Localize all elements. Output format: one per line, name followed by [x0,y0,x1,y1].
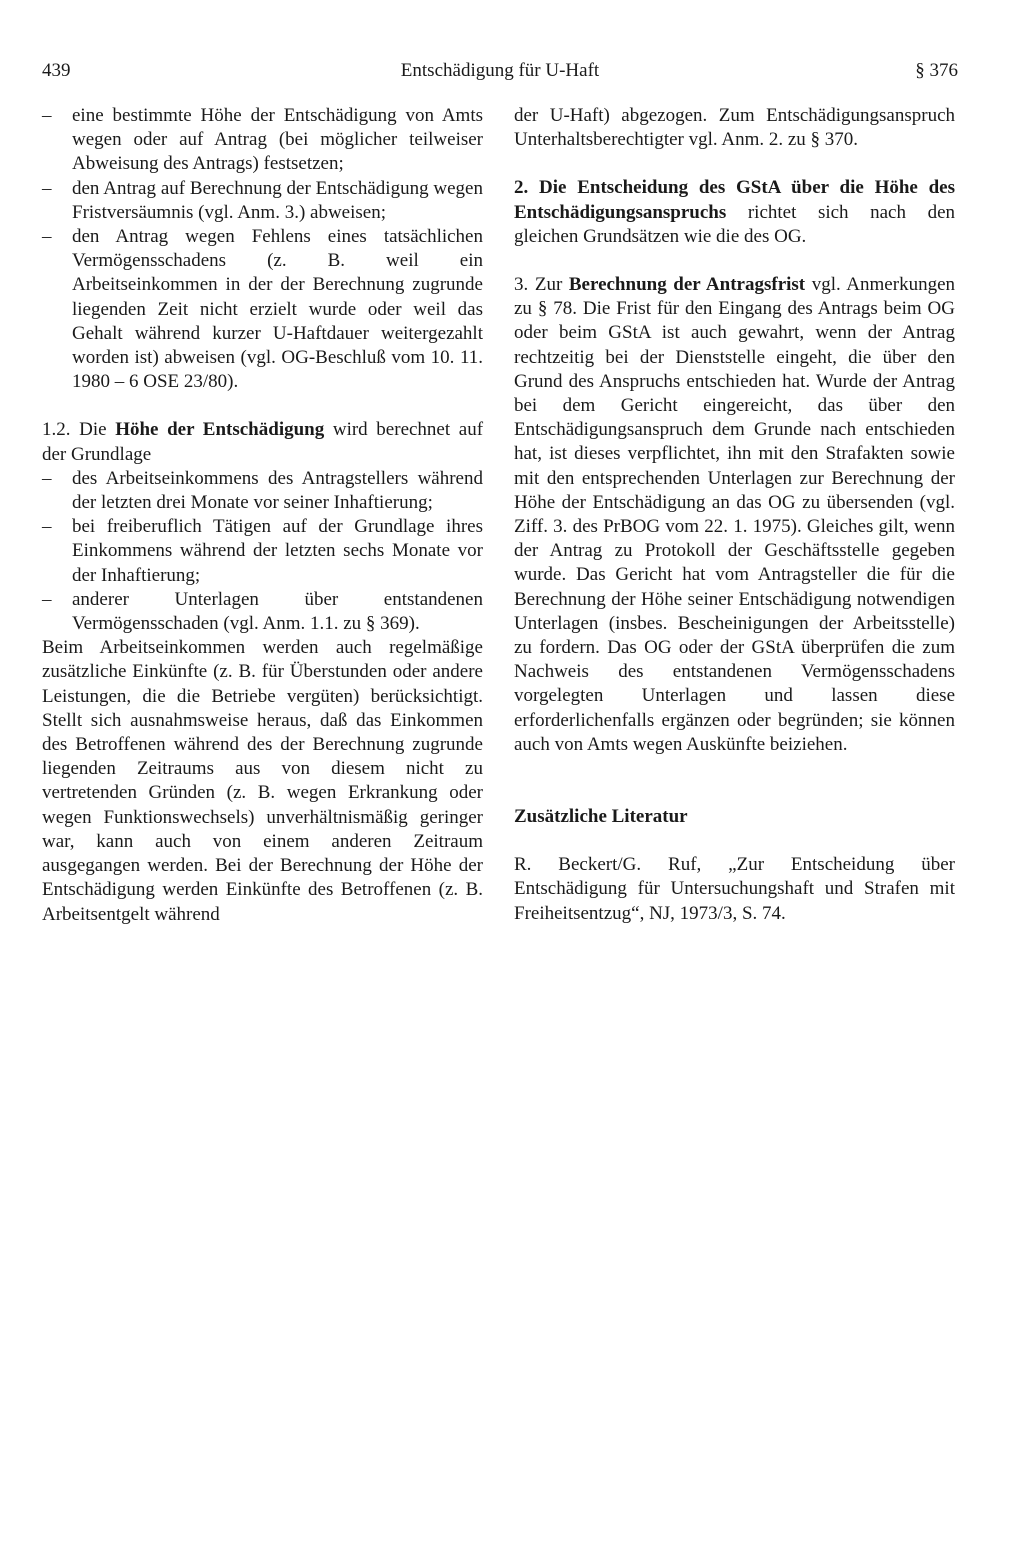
running-header [42,58,958,84]
dash-bullet: – [42,467,52,489]
list-item-text: den Antrag auf Berechnung der Entschädigung wegen Fristversäumnis (vgl. Anm. 3.) abweisen; [72,177,483,223]
list-item [42,225,483,394]
dash-bullet: – [42,105,52,126]
paragraph-number: 3. [514,274,529,296]
list-item-text: des Arbeitseinkommens des Antragstellers während der letzten drei Monate vor seiner Inhaftierung; [72,467,483,514]
list-item [42,588,483,636]
section-number: § 376 [915,60,958,81]
paragraph-1-2 [42,418,483,466]
dash-bullet: – [42,516,52,538]
list-item-text: den Antrag wegen Fehlens eines tatsächlichen Vermögensschadens (z. B. weil ein Arbeitseinkommen in der der Berechnung zugrunde liegenden Zeit nicht erzielt wurde oder weil das Gehalt während kurzer U-Haftdauer weitergezahlt worden ist) abweisen (vgl. OG-Beschluß vom 10. 11. 1980 – 6 OSE 23/80). [72,226,483,393]
bold-term: Berechnung der Antragsfrist [568,274,806,296]
dash-bullet: – [42,177,52,199]
list-item-text: bei freiberuflich Tätigen auf der Grundlage ihres Einkommens während der letzten sechs Monate vor der Inhaftierung; [72,516,483,586]
list-item [42,467,483,515]
paragraph-text: wird berechnet auf der Grundlage [42,419,484,465]
list-item [42,515,483,588]
literature-heading: Zusätzliche Literatur [514,806,688,828]
paragraph-text: Zur [534,274,563,296]
list-item [42,104,483,177]
literature-entry: R. Beckert/G. Ruf, „Zur Entscheidung über Entschädigung für Untersuchungshaft und Strafen mit Freiheitsentzug“, NJ, 1973/3, S. 74. [514,854,955,924]
decision-options-list [42,104,483,394]
paragraph-text: richtet sich nach den gleichen Grundsätzen wie die des OG. [514,201,956,247]
left-column [42,104,483,927]
income-paragraph: Beim Arbeitseinkommen werden auch regelmäßige zusätzliche Einkünfte (z. B. für Überstunden oder andere Leistungen, die die Betriebe vergüten) berücksichtigt. Stellt sich ausnahmsweise heraus, daß das Einkommen des Betroffenen während des der Berechnung zugrunde liegenden Zeitraums aus von diesem nicht zu vertretenden Gründen (z. B. wegen Erkrankung oder wegen Funktionswechsels) unverhältnismäßig geringer war, kann auch von einem anderen Zeitraum ausgegangen werden. Bei der Berechnung der Höhe der Entschädigung werden Einkünfte des Betroffenen (z. B. Arbeitsentgelt während [42,637,483,925]
paragraph-number: 2. [514,177,529,199]
bold-term: Höhe der Entschädigung [115,419,325,441]
paragraph-3 [514,273,955,757]
list-item [42,177,483,225]
paragraph-text: Die [79,419,107,441]
dash-bullet: – [42,226,52,248]
page-number: 439 [42,60,71,81]
running-title: Entschädigung für U-Haft [400,60,600,81]
calculation-basis-list [42,467,483,636]
list-item-text: anderer Unterlagen über entstandenen Vermögensschaden (vgl. Anm. 1.1. zu § 369). [72,588,483,635]
list-item-text: eine bestimmte Höhe der Entschädigung von Amts wegen oder auf Antrag (bei möglicher teilweiser Abweisung des Antrags) festsetzen; [72,105,483,175]
paragraph-number: 1.2. [42,419,71,441]
dash-bullet: – [42,588,52,610]
continuation-paragraph: der U-Haft) abgezogen. Zum Entschädigungsanspruch Unterhaltsberechtigter vgl. Anm. 2. zu § 370. [514,105,955,151]
paragraph-2 [514,176,955,249]
right-column [514,104,955,926]
bold-term: Die Entscheidung des GStA über die Höhe des Entschädigungsanspruchs [514,177,956,223]
paragraph-text: vgl. Anmerkungen zu § 78. Die Frist für den Eingang des Antrags beim OG oder beim GStA ist auch gewahrt, wenn der Antrag rechtzeitig bei der Dienststelle eingeht, die über den Grund des Anspruchs entschieden hat. Wurde der Antrag bei dem Gericht eingereicht, das über den Entschädigungsanspruch dem Grunde nach entschieden hat, ist dieses verpflichtet, ihn mit den Strafakten sowie mit den entsprechenden Unterlagen zur Berechnung der Höhe der Entschädigung an das OG zu übersenden (vgl. Ziff. 3. des PrBOG vom 22. 1. 1975). Gleiches gilt, wenn der Antrag zu Protokoll der Geschäftsstelle gegeben wurde. Das Gericht hat vom Antragsteller die für die Berechnung der Höhe seiner Entschädigung notwendigen Unterlagen (insbes. Bescheinigungen der Arbeitsstelle) zu fordern. Das OG oder der GStA überprüfen die zum Nachweis des entstandenen Vermögensschadens vorgelegten Unterlagen und lassen diese erforderlichenfalls ergänzen oder begründen; sie können auch von Amts wegen Auskünfte beiziehen. [514,274,955,755]
